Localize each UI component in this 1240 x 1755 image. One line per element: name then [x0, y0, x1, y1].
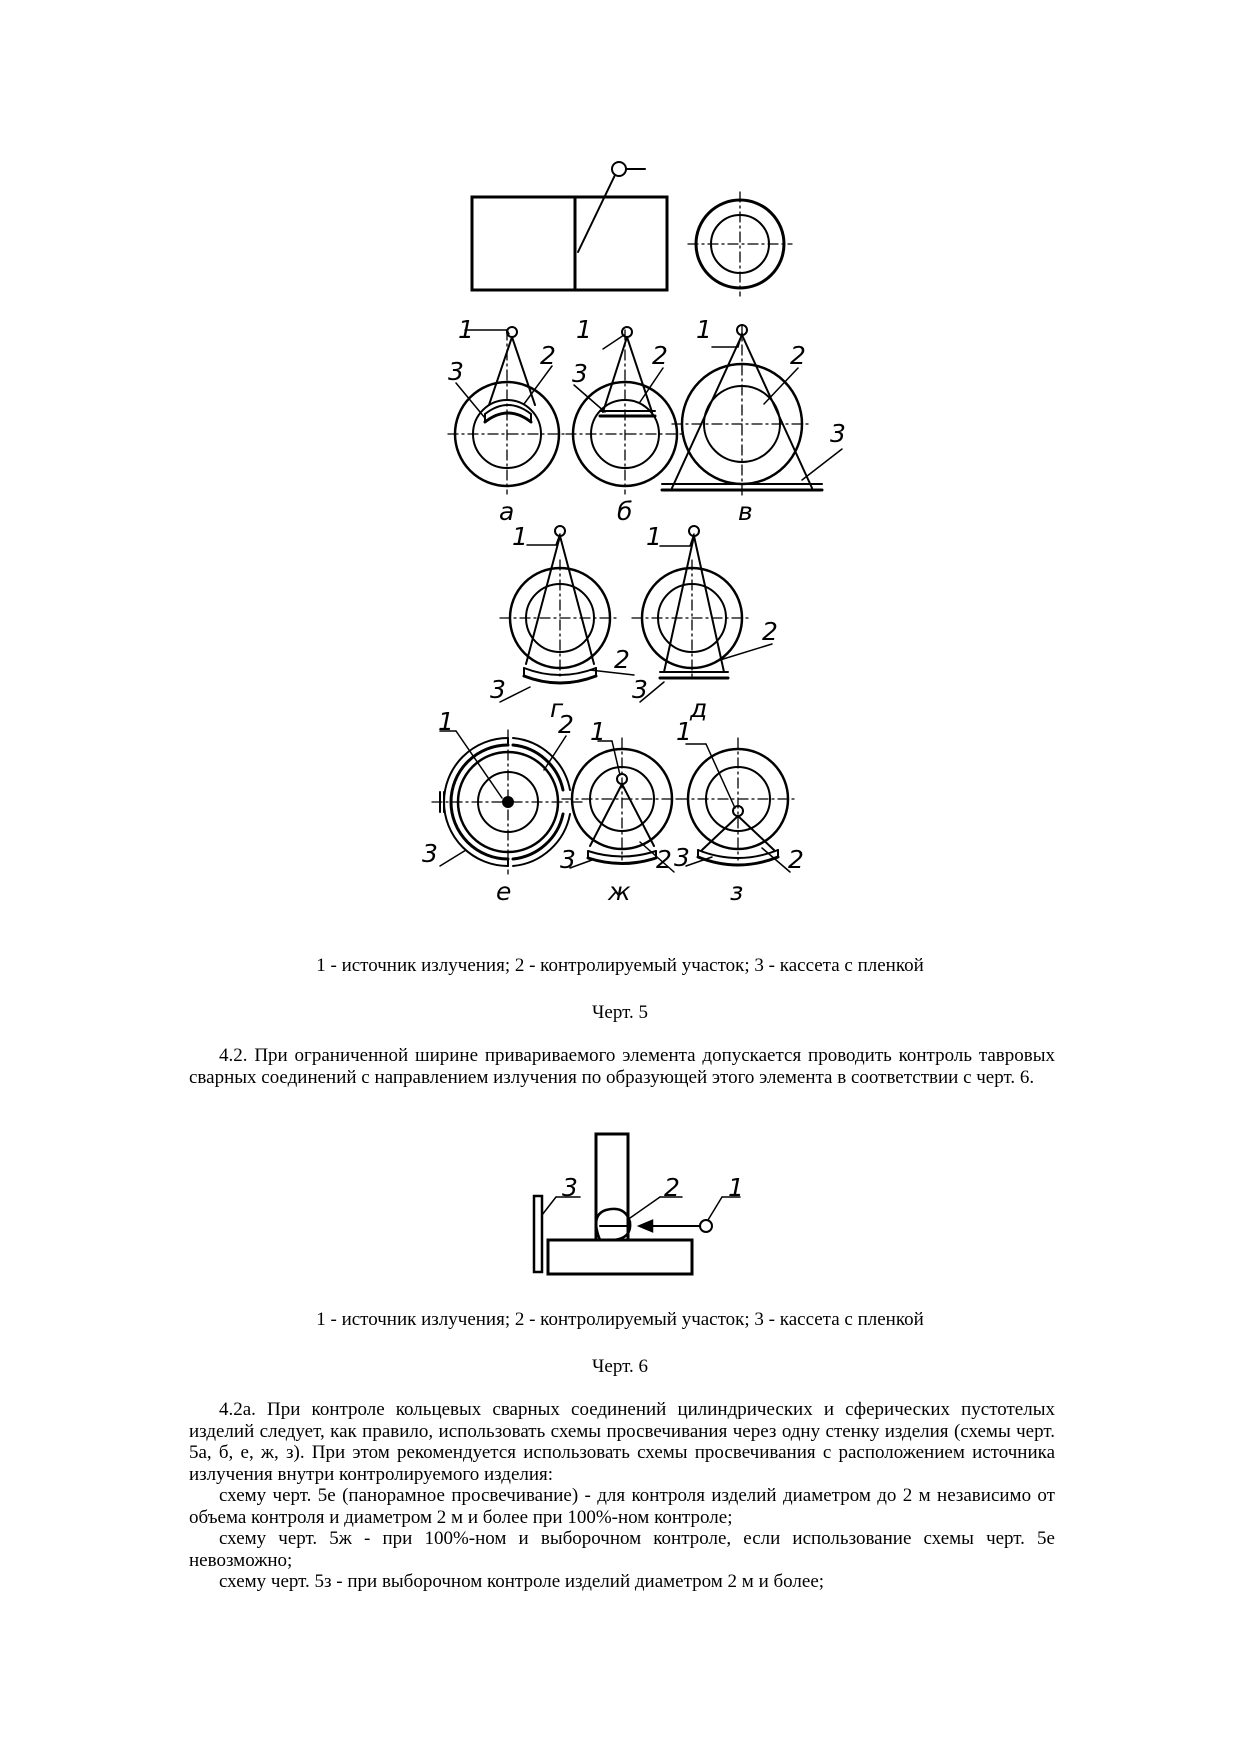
fig5-label-3: 3: [448, 357, 464, 386]
section-4-2a-intro: 4.2а. При контроле кольцевых сварных соединений цилиндрических и сферических пустотелых изделий следует, как правило, использовать схемы просвечивания через одну стенку изделия (схемы черт. 5а, б, е, ж, з). При этом рекомендуется использовать схемы просвечивания с расположением источника излучения внутри контролируемого изделия:: [189, 1399, 1055, 1485]
section-4-2: [189, 1045, 1055, 1088]
figure-6-drawing: [520, 1130, 760, 1282]
fig5-label-2: 2: [788, 845, 804, 874]
fig5-label-1: 1: [512, 522, 528, 551]
fig5-label-2: 2: [762, 617, 778, 646]
fig5-label-1: 1: [438, 707, 454, 736]
fig5-label-3: 3: [632, 675, 648, 704]
fig5-label-2: 2: [540, 341, 556, 370]
section-4-2-text: 4.2. При ограниченной ширине привариваемого элемента допускается проводить контроль тавровых сварных соединений с направлением излучения по образующей этого элемента в соответствии с черт. 6.: [189, 1045, 1055, 1088]
figure-5-legend: 1 - источник излучения; 2 - контролируемый участок; 3 - кассета с пленкой: [316, 955, 924, 976]
section-4-2a: [189, 1399, 1055, 1593]
fig5-label-3: 3: [572, 359, 588, 388]
fig5-letter-d: д: [690, 694, 708, 723]
section-4-2a-item-5zh: схему черт. 5ж - при 100%-ном и выборочном контроле, если использование схемы черт. 5е невозможно;: [189, 1528, 1055, 1571]
fig5-label-3: 3: [490, 675, 506, 704]
fig5-letter-v: в: [738, 497, 753, 526]
fig5-top-views: [472, 162, 792, 296]
fig5-label-2: 2: [614, 645, 630, 674]
fig5-label-3: 3: [422, 839, 438, 868]
fig6-label-3: 3: [562, 1173, 578, 1202]
fig5-label-2: 2: [790, 341, 806, 370]
fig5-label-2: 2: [652, 341, 668, 370]
fig5-label-1: 1: [696, 315, 712, 344]
fig5-scheme-v: [662, 325, 842, 498]
fig6-label-1: 1: [728, 1173, 744, 1202]
fig5-letter-z: з: [730, 877, 744, 906]
fig5-letter-b: б: [617, 497, 633, 526]
fig5-label-3: 3: [560, 845, 576, 874]
fig5-scheme-z: [678, 738, 798, 872]
figure-6-legend: 1 - источник излучения; 2 - контролируемый участок; 3 - кассета с пленкой: [316, 1309, 924, 1330]
fig5-letter-e: е: [496, 877, 512, 906]
fig5-letter-a: а: [499, 497, 515, 526]
section-4-2a-item-5e: схему черт. 5е (панорамное просвечивание) - для контроля изделий диаметром до 2 м независимо от объема контроля и диаметром 2 м и более при 100%-ном контроле;: [189, 1485, 1055, 1528]
fig6-label-2: 2: [664, 1173, 680, 1202]
fig5-label-1: 1: [646, 522, 662, 551]
fig5-letter-g: г: [550, 694, 564, 723]
fig5-label-2: 2: [656, 845, 672, 874]
fig5-scheme-d: [632, 526, 772, 702]
fig5-scheme-g: [500, 526, 634, 702]
fig5-label-1: 1: [590, 717, 606, 746]
fig5-label-1: 1: [676, 717, 692, 746]
fig5-labels: [422, 315, 846, 906]
section-4-2a-item-5z: схему черт. 5з - при выборочном контроле изделий диаметром 2 м и более;: [219, 1571, 825, 1592]
figure-6-title: Черт. 6: [592, 1356, 648, 1377]
fig5-label-2: 2: [558, 710, 574, 739]
figure-5-drawing: [420, 150, 846, 910]
fig5-label-1: 1: [458, 315, 474, 344]
fig5-letter-zh: ж: [608, 877, 631, 906]
fig5-label-3: 3: [830, 419, 846, 448]
fig5-label-3: 3: [674, 843, 690, 872]
figure-5-title: Черт. 5: [592, 1002, 648, 1023]
fig5-label-1: 1: [576, 315, 592, 344]
